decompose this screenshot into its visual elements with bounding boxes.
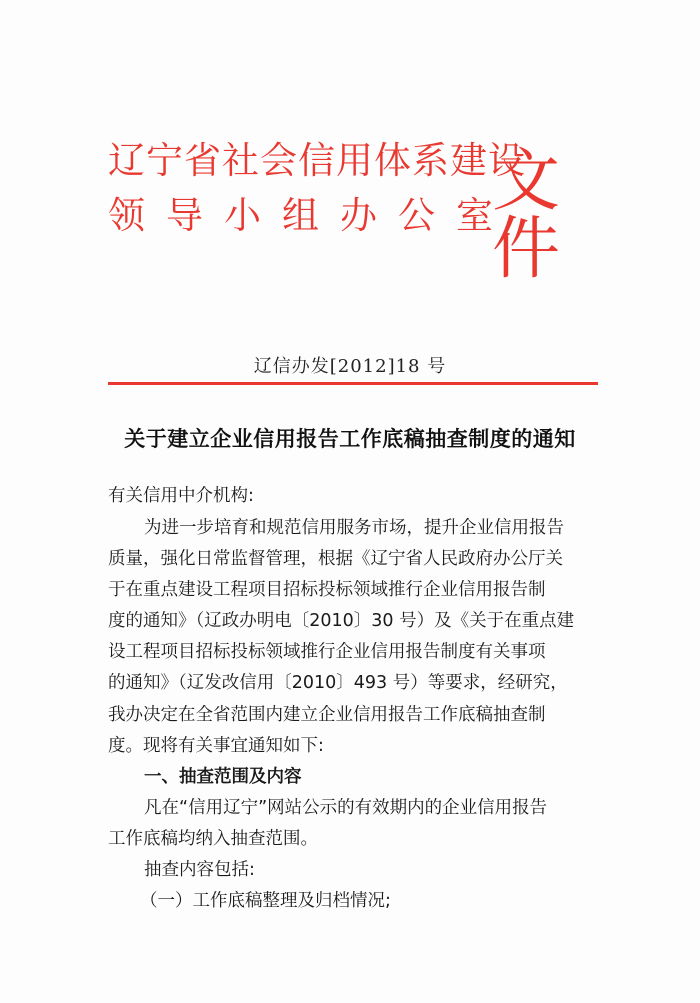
paragraph-line: 的通知》（辽发改信用〔2010〕493 号）等要求，经研究， bbox=[108, 673, 568, 693]
issuer-name-line2: 领导小组办公室 bbox=[108, 194, 514, 237]
paragraph-line: 设工程项目招标投标领域推行企业信用报告制度有关事项 bbox=[108, 642, 546, 662]
paragraph-line: 度的通知》（辽政办明电〔2010〕30 号）及《关于在重点建 bbox=[108, 611, 575, 631]
paragraph-line: 我办决定在全省范围内建立企业信用报告工作底稿抽查制 bbox=[108, 705, 546, 725]
document-number: 辽信办发[2012]18 号 bbox=[253, 356, 447, 377]
scope-intro: 抽查内容包括: bbox=[144, 860, 255, 880]
document-title: 关于建立企业信用报告工作底稿抽查制度的通知 bbox=[124, 426, 576, 451]
paragraph-line: 度。现将有关事宜通知如下: bbox=[108, 736, 324, 756]
paragraph-line: 质量，强化日常监督管理，根据《辽宁省人民政府办公厅关 bbox=[108, 549, 563, 569]
document-type-label: 文件 bbox=[492, 142, 563, 289]
issuer-name-line1: 辽宁省社会信用体系建设 bbox=[108, 139, 526, 182]
salutation: 有关信用中介机构: bbox=[108, 486, 254, 506]
red-divider-line bbox=[108, 382, 598, 385]
paragraph-line: 工作底稿均纳入抽查范围。 bbox=[108, 829, 318, 849]
paragraph-line: 为进一步培育和规范信用服务市场，提升企业信用报告 bbox=[144, 518, 564, 538]
paragraph-line: 于在重点建设工程项目招标投标领域推行企业信用报告制 bbox=[108, 580, 546, 600]
section-heading: 一、抽查范围及内容 bbox=[144, 767, 302, 787]
list-item: （一）工作底稿整理及归档情况; bbox=[140, 891, 391, 911]
red-masthead bbox=[108, 139, 608, 289]
paragraph-line: 凡在“信用辽宁”网站公示的有效期内的企业信用报告 bbox=[144, 798, 548, 818]
